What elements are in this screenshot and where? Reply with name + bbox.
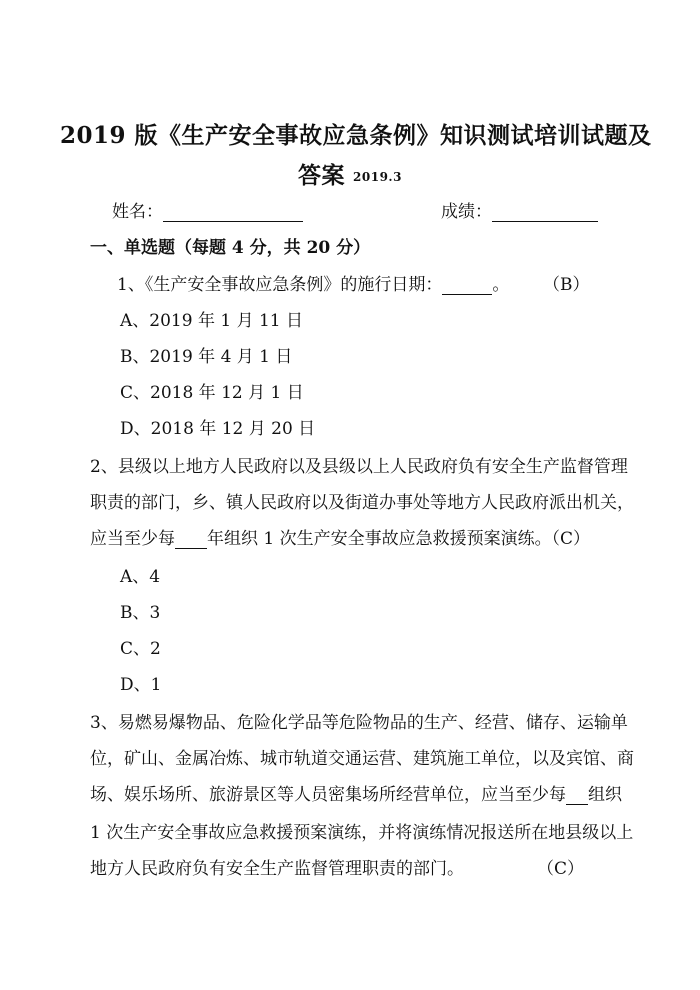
question-1-option-b: B、2019 年 4 月 1 日 bbox=[120, 347, 293, 367]
title-line-2: 答案 bbox=[298, 162, 346, 189]
question-2-stem-b: 年组织 1 次生产安全事故应急救援预案演练。 bbox=[207, 529, 552, 549]
title-date: 2019.3 bbox=[353, 170, 402, 184]
score-field bbox=[441, 197, 598, 222]
question-2-line-3 bbox=[90, 524, 552, 549]
name-field bbox=[112, 197, 303, 222]
question-2-answer: （C） bbox=[543, 529, 591, 549]
question-2-option-a: A、4 bbox=[120, 567, 161, 587]
question-1-option-c: C、2018 年 12 月 1 日 bbox=[120, 383, 304, 403]
question-3-line-3 bbox=[90, 780, 622, 805]
question-3-line-5: 地方人民政府负有安全生产监督管理职责的部门。 bbox=[90, 859, 464, 879]
question-1-option-d: D、2018 年 12 月 20 日 bbox=[120, 419, 316, 439]
question-2-option-c: C、2 bbox=[120, 639, 161, 659]
question-2-option-d: D、1 bbox=[120, 675, 162, 695]
section-heading: 一、单选题（每题 4 分，共 20 分） bbox=[90, 238, 371, 258]
question-2-blank bbox=[175, 532, 207, 549]
question-3-line-2: 位，矿山、金属冶炼、城市轨道交通运营、建筑施工单位，以及宾馆、商 bbox=[90, 749, 634, 769]
score-blank[interactable] bbox=[492, 203, 598, 222]
question-1-stem-end: 。 bbox=[492, 275, 510, 295]
question-3-line-1: 3、易燃易爆物品、危险化学品等危险物品的生产、经营、储存、运输单 bbox=[90, 713, 628, 733]
question-2-option-b: B、3 bbox=[120, 603, 161, 623]
question-2-stem-a: 应当至少每 bbox=[90, 529, 175, 549]
name-label: 姓名： bbox=[112, 202, 163, 222]
question-3-stem-a: 场、娱乐场所、旅游景区等人员密集场所经营单位，应当至少每 bbox=[90, 785, 566, 805]
question-1-blank bbox=[442, 278, 492, 295]
question-3-line-4: 1 次生产安全事故应急救援预案演练，并将演练情况报送所在地县级以上 bbox=[90, 823, 634, 843]
question-3-stem-b: 组织 bbox=[588, 785, 622, 805]
question-1-option-a: A、2019 年 1 月 11 日 bbox=[120, 311, 304, 331]
question-1-answer: （B） bbox=[543, 275, 590, 295]
name-blank[interactable] bbox=[163, 203, 303, 222]
question-3-blank bbox=[566, 788, 588, 805]
question-3-answer: （C） bbox=[537, 859, 585, 879]
title-line-1: 2019 版《生产安全事故应急条例》知识测试培训试题及 bbox=[60, 122, 652, 149]
score-label: 成绩： bbox=[441, 202, 492, 222]
question-2-line-2: 职责的部门，乡、镇人民政府以及街道办事处等地方人民政府派出机关， bbox=[90, 493, 634, 513]
document-title bbox=[60, 117, 652, 150]
question-1-text bbox=[117, 270, 509, 295]
question-2-line-1: 2、县级以上地方人民政府以及县级以上人民政府负有安全生产监督管理 bbox=[90, 457, 628, 477]
document-title-continued bbox=[60, 157, 640, 190]
question-1-stem: 1、《生产安全事故应急条例》的施行日期： bbox=[117, 275, 443, 295]
